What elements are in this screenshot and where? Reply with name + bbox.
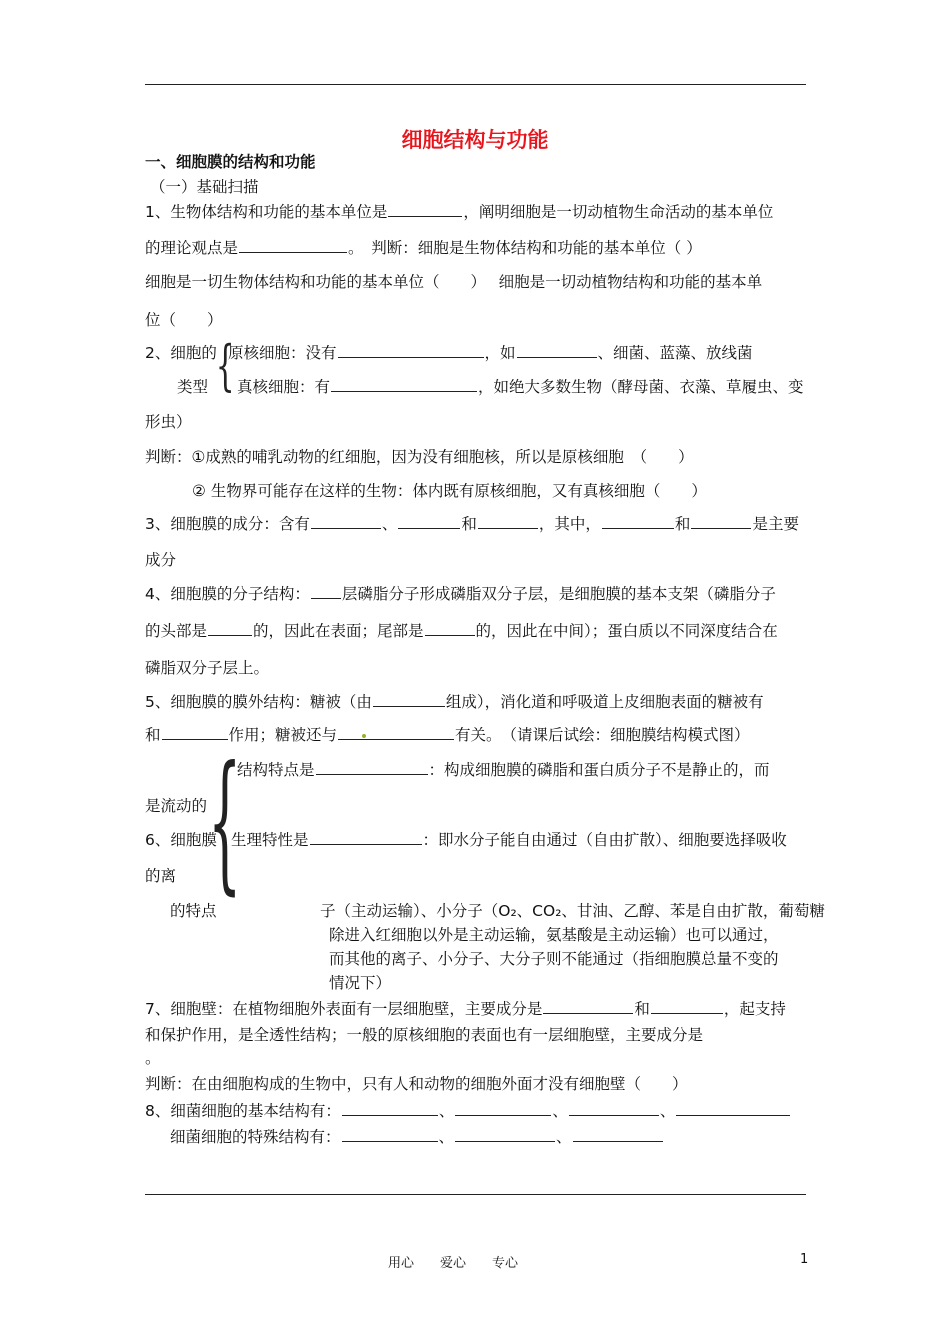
judge-2: 判断：在由细胞构成的生物中，只有人和动物的细胞外面才没有细胞壁（ ）	[145, 1075, 688, 1093]
question-6-flow: 是流动的	[145, 797, 208, 815]
question-3-line-1	[145, 514, 799, 534]
blank[interactable]	[311, 584, 341, 599]
question-6-detail-2: 除进入红细胞以外是主动运输，氨基酸是主动运输）也可以通过，	[329, 926, 779, 944]
blank[interactable]	[388, 202, 462, 217]
blank[interactable]	[691, 514, 751, 529]
page-title: 细胞结构与功能	[401, 128, 549, 152]
question-5-line-1	[145, 692, 764, 712]
question-7-line-2: 和保护作用，是全透性结构；一般的原核细胞的表面也有一层细胞壁，主要成分是	[145, 1026, 704, 1044]
question-1-line-2	[145, 238, 702, 258]
q5-text-a: 5、细胞膜的膜外结构：糖被（由	[145, 693, 372, 711]
blank[interactable]	[517, 343, 597, 358]
q6-text-a: 结构特点是	[237, 761, 315, 779]
blank[interactable]	[573, 1127, 663, 1142]
q3-text-a: 3、细胞膜的成分：含有	[145, 515, 310, 533]
blank[interactable]	[373, 692, 445, 707]
question-8-line-1	[145, 1101, 791, 1121]
q7-text-c: ，起支持	[723, 1000, 786, 1018]
blank[interactable]	[602, 514, 674, 529]
judge-1-line-2: ② 生物界可能存在这样的生物：体内既有原核细胞，又有真核细胞（ ）	[192, 482, 707, 500]
question-6-ion: 的离	[145, 867, 177, 885]
green-dot-mark	[362, 734, 366, 738]
q3-text-c: 和	[461, 515, 477, 533]
q6-text-b: ：构成细胞膜的磷脂和蛋白质分子不是静止的，而	[428, 761, 770, 779]
q5-text-d: 作用；糖被还与	[228, 726, 338, 744]
sep: 、	[552, 1102, 568, 1120]
q7-text-b: 和	[634, 1000, 650, 1018]
q4-text-b: 层磷脂分子形成磷脂双分子层，是细胞膜的基本支架（磷脂分子	[341, 585, 776, 603]
question-6-label: 6、细胞膜	[145, 831, 217, 849]
q8-text-a: 8、细菌细胞的基本结构有：	[145, 1102, 341, 1120]
q1-text-a: 1、生物体结构和功能的基本单位是	[145, 203, 388, 221]
question-4-line-2	[145, 621, 778, 641]
blank[interactable]	[331, 377, 477, 392]
q5-text-e: 有关。 （请课后试绘：细胞膜结构模式图）	[455, 726, 750, 744]
question-1-line-1	[145, 202, 773, 222]
q5-text-b: 组成），消化道和呼吸道上皮细胞表面的糖被有	[445, 693, 764, 711]
blank[interactable]	[338, 343, 484, 358]
blank[interactable]	[316, 760, 428, 775]
question-6-detail-3: 而其他的离子、小分子、大分子则不能通过（指细胞膜总量不变的	[329, 950, 779, 968]
question-3-line-2: 成分	[145, 551, 177, 569]
question-2-label: 2、细胞的	[145, 344, 217, 362]
q5-text-c: 和	[145, 726, 161, 744]
q4-text-d: 的，因此在表面；尾部是	[253, 622, 424, 640]
question-6-detail-1: 子（主动运输）、小分子（O₂、CO₂、甘油、乙醇、苯是自由扩散，葡萄糖	[320, 902, 825, 920]
sep: 、	[659, 1102, 676, 1120]
blank[interactable]	[338, 725, 454, 740]
question-2-line-3: 形虫）	[145, 413, 192, 431]
q3-text-f: 是主要	[752, 515, 799, 533]
blank[interactable]	[398, 514, 460, 529]
question-1-line-4: 位（ ）	[145, 311, 223, 329]
q1-text-c: 的理论观点是	[145, 239, 239, 257]
question-6-feature: 的特点	[170, 902, 217, 920]
blank[interactable]	[310, 830, 422, 845]
blank[interactable]	[455, 1101, 551, 1116]
sep: 、	[438, 1128, 455, 1146]
curly-brace-icon: {	[215, 334, 235, 397]
q4-text-e: 的，因此在中间）；蛋白质以不同深度结合在	[475, 622, 778, 640]
blank[interactable]	[342, 1127, 438, 1142]
q6-text-f: ：即水分子能自由通过（自由扩散）、细胞要选择吸收	[422, 831, 787, 849]
question-7-line-3: 。	[145, 1049, 161, 1067]
q3-text-b: 、	[381, 515, 398, 533]
q6-text-e: 生理特性是	[231, 831, 309, 849]
question-8-line-2	[170, 1127, 664, 1147]
blank[interactable]	[425, 621, 475, 636]
q3-text-e: 和	[674, 515, 691, 533]
question-6-physiology	[231, 830, 787, 850]
q2-text-f: 真核细胞：有	[237, 378, 331, 396]
question-2-type-label: 类型	[177, 378, 209, 396]
q4-text-c: 的头部是	[145, 622, 208, 640]
question-6-detail-4: 情况下）	[329, 974, 392, 992]
footer-motto: 用心 爱心 专心	[388, 1256, 519, 1271]
blank[interactable]	[239, 238, 347, 253]
q8-text-b: 细菌细胞的特殊结构有：	[170, 1128, 341, 1146]
q1-text-d: 。 判断：细胞是生物体结构和功能的基本单位（ ）	[348, 239, 702, 257]
blank[interactable]	[342, 1101, 438, 1116]
blank[interactable]	[208, 621, 252, 636]
curly-brace-icon: {	[208, 735, 242, 909]
blank[interactable]	[478, 514, 538, 529]
q7-text-a: 7、细胞壁：在植物细胞外表面有一层细胞壁，主要成分是	[145, 1000, 543, 1018]
judge-1-line-1: 判断：①成熟的哺乳动物的红细胞，因为没有细胞核，所以是原核细胞 （ ）	[145, 448, 694, 466]
q2-text-b: 原核细胞：没有	[228, 344, 337, 362]
blank[interactable]	[455, 1127, 555, 1142]
page-number: 1	[800, 1252, 809, 1267]
blank[interactable]	[676, 1101, 790, 1116]
section-heading: 一、细胞膜的结构和功能	[145, 153, 316, 171]
subsection-heading: （一）基础扫描	[150, 178, 259, 196]
sep: 、	[556, 1128, 572, 1146]
blank[interactable]	[651, 999, 723, 1014]
header-rule	[145, 84, 806, 85]
footer-rule	[145, 1194, 806, 1195]
question-4-line-3: 磷脂双分子层上。	[145, 659, 270, 677]
question-2-prokaryote	[228, 343, 753, 363]
sep: 、	[438, 1102, 455, 1120]
q2-text-d: 、细菌、蓝藻、放线菌	[597, 344, 753, 362]
q3-text-d: ，其中，	[538, 515, 601, 533]
q2-text-c: ，如	[484, 344, 516, 362]
blank[interactable]	[569, 1101, 659, 1116]
question-1-line-3: 细胞是一切生物体结构和功能的基本单位（ ） 细胞是一切动植物结构和功能的基本单	[145, 273, 763, 291]
question-7-line-1	[145, 999, 786, 1019]
question-4-line-1	[145, 584, 776, 604]
blank[interactable]	[543, 999, 633, 1014]
blank[interactable]	[311, 514, 381, 529]
question-6-structure	[237, 760, 770, 780]
question-2-eukaryote	[237, 377, 804, 397]
q4-text-a: 4、细胞膜的分子结构：	[145, 585, 310, 603]
q2-text-g: ，如绝大多数生物（酵母菌、衣藻、草履虫、变	[478, 378, 804, 396]
q1-text-b: ，阐明细胞是一切动植物生命活动的基本单位	[463, 203, 774, 221]
